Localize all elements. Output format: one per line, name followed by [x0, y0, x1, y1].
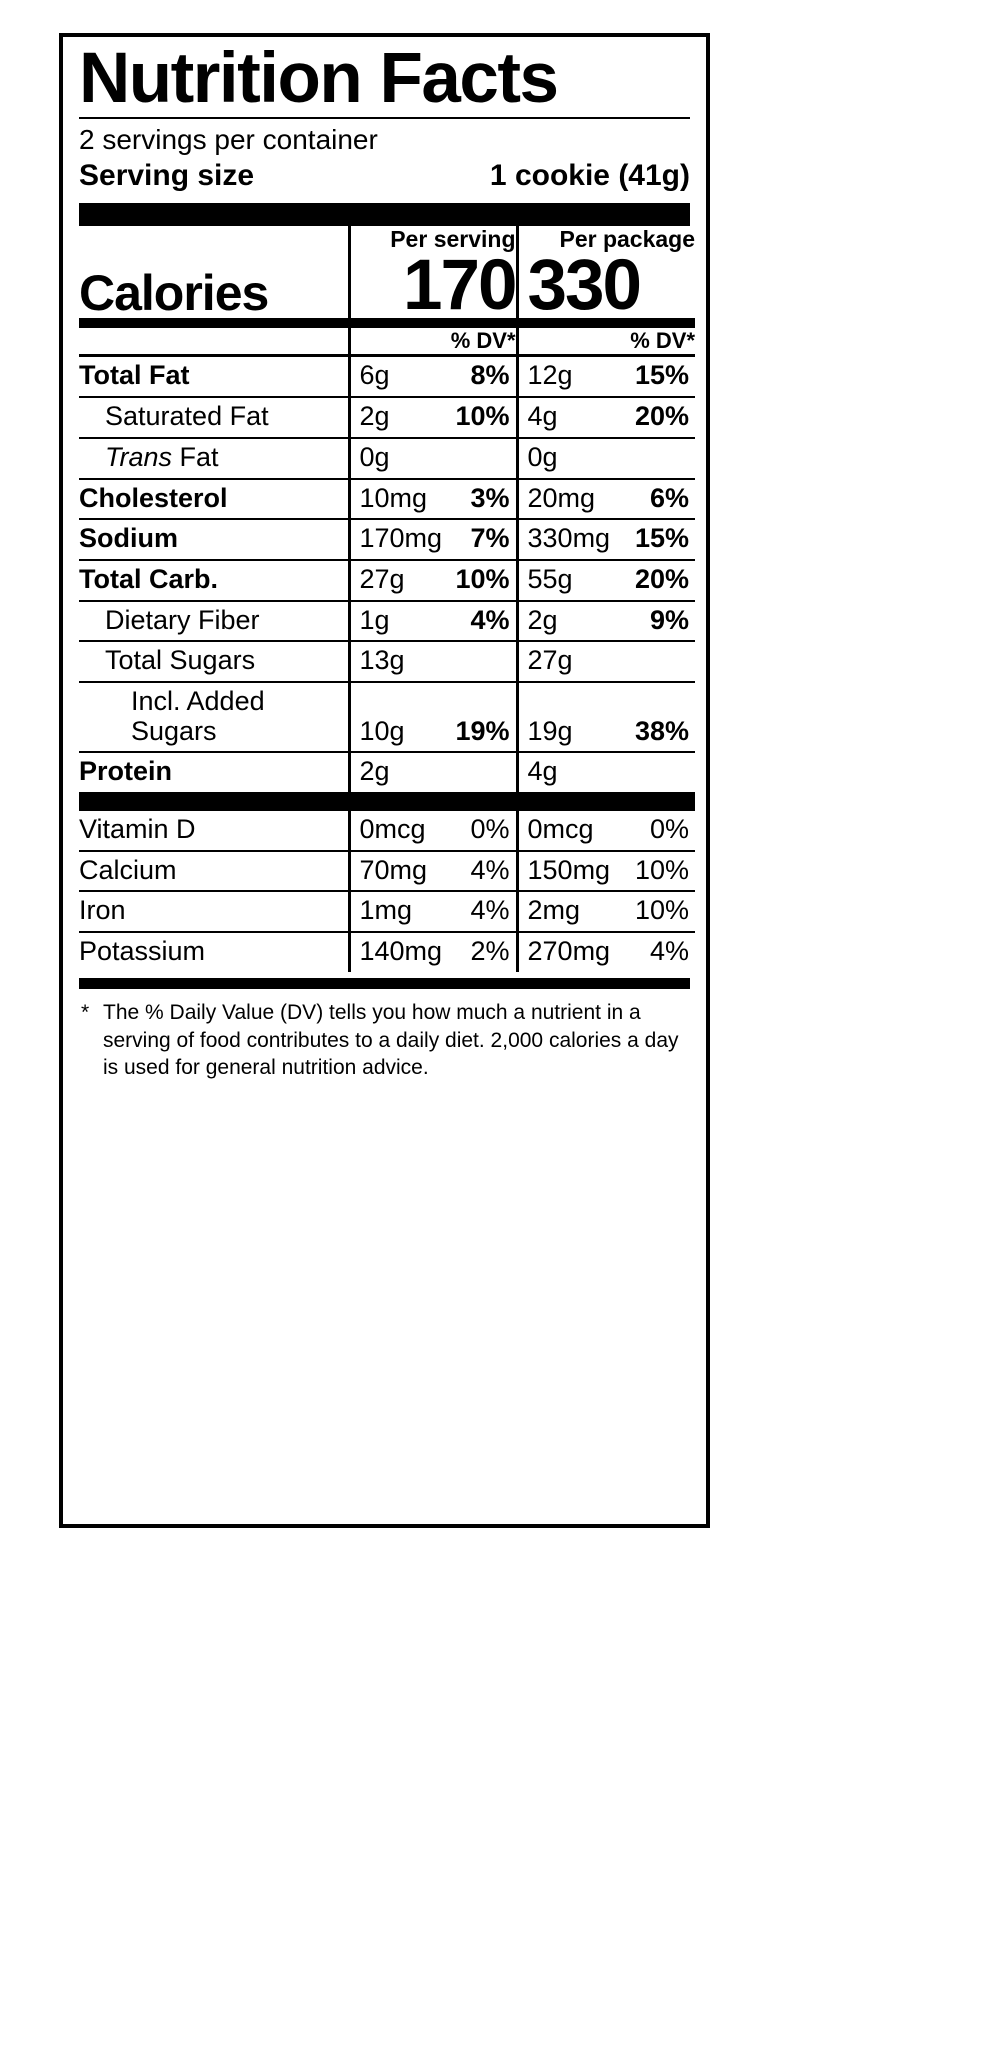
vitamin-amount-serving: 70mg	[349, 851, 437, 892]
footnote	[79, 989, 690, 1082]
vitamin-amount-serving: 0mcg	[349, 810, 437, 851]
nutrient-amount-package: 4g	[517, 752, 615, 792]
nutrient-amount-serving: 6g	[349, 356, 437, 397]
vitamin-name: Vitamin D	[79, 810, 349, 851]
nutrient-amount-package: 2g	[517, 601, 615, 642]
nutrient-amount-package: 55g	[517, 560, 615, 601]
nutrient-name: Sodium	[79, 519, 349, 560]
vitamin-amount-serving: 140mg	[349, 932, 437, 972]
vitamin-dv-package: 10%	[615, 891, 695, 932]
nutrient-dv-serving: 4%	[437, 601, 517, 642]
nutrient-name: Incl. Added Sugars	[79, 682, 349, 752]
column-header-spacer	[79, 226, 349, 253]
vitamin-amount-package: 0mcg	[517, 810, 615, 851]
dv-header-per-serving: % DV*	[349, 323, 517, 356]
nutrient-dv-package: 20%	[615, 560, 695, 601]
nutrient-dv-serving: 10%	[437, 397, 517, 438]
table-row	[79, 560, 695, 601]
nutrient-dv-package: 6%	[615, 479, 695, 520]
serving-size-row	[79, 157, 690, 195]
nutrient-name: Dietary Fiber	[79, 601, 349, 642]
calories-label: Calories	[79, 253, 349, 323]
nutrient-amount-package: 19g	[517, 682, 615, 752]
table-row	[79, 519, 695, 560]
vitamin-dv-package: 10%	[615, 851, 695, 892]
trans-italic: Trans	[105, 441, 173, 472]
nutrient-dv-package: 9%	[615, 601, 695, 642]
nutrient-dv-package	[615, 752, 695, 792]
nutrient-dv-serving	[437, 438, 517, 479]
table-row	[79, 891, 695, 932]
dv-header-spacer	[79, 323, 349, 356]
nutrient-dv-serving: 19%	[437, 682, 517, 752]
nutrient-dv-serving	[437, 752, 517, 792]
vitamin-dv-serving: 0%	[437, 810, 517, 851]
nutrient-amount-serving: 10g	[349, 682, 437, 752]
serving-size-label: Serving size	[79, 159, 255, 193]
calories-row	[79, 253, 695, 323]
table-row	[79, 932, 695, 972]
vitamin-amount-package: 270mg	[517, 932, 615, 972]
nutrient-dv-package: 15%	[615, 356, 695, 397]
servings-per-container: 2 servings per container	[79, 124, 378, 156]
nutrient-amount-package: 0g	[517, 438, 615, 479]
nutrient-amount-package: 4g	[517, 397, 615, 438]
nutrient-amount-package: 27g	[517, 641, 615, 682]
vitamin-name: Calcium	[79, 851, 349, 892]
nutrition-table	[79, 226, 695, 972]
nutrient-amount-serving: 1g	[349, 601, 437, 642]
thick-divider-middle	[79, 792, 695, 810]
nutrient-name: Trans Fat	[79, 438, 349, 479]
nutrient-name: Total Fat	[79, 356, 349, 397]
nutrient-dv-package: 38%	[615, 682, 695, 752]
nutrient-amount-serving: 13g	[349, 641, 437, 682]
footnote-marker: *	[81, 1000, 90, 1024]
vitamin-dv-serving: 4%	[437, 891, 517, 932]
divider-segment-package	[517, 792, 695, 810]
table-row	[79, 682, 695, 752]
table-row	[79, 479, 695, 520]
vitamin-dv-serving: 2%	[437, 932, 517, 972]
column-header-per-serving: Per serving	[349, 226, 517, 253]
dv-header-per-package: % DV*	[517, 323, 695, 356]
nutrient-dv-serving: 3%	[437, 479, 517, 520]
nutrient-name: Saturated Fat	[79, 397, 349, 438]
nutrient-amount-serving: 2g	[349, 397, 437, 438]
thick-divider-bottom	[79, 978, 690, 989]
nutrient-amount-package: 20mg	[517, 479, 615, 520]
nutrient-dv-serving: 7%	[437, 519, 517, 560]
table-row	[79, 438, 695, 479]
table-row	[79, 601, 695, 642]
vitamin-amount-package: 150mg	[517, 851, 615, 892]
nutrient-amount-serving: 170mg	[349, 519, 437, 560]
vitamin-amount-serving: 1mg	[349, 891, 437, 932]
table-row	[79, 752, 695, 792]
divider-segment-name	[79, 792, 349, 810]
label-title: Nutrition Facts	[79, 39, 558, 118]
vitamin-dv-package: 0%	[615, 810, 695, 851]
nutrient-amount-serving: 10mg	[349, 479, 437, 520]
nutrient-name: Protein	[79, 752, 349, 792]
vitamin-amount-package: 2mg	[517, 891, 615, 932]
vitamin-name: Iron	[79, 891, 349, 932]
nutrition-facts-label	[59, 33, 710, 1528]
calories-per-package: 330	[517, 253, 695, 323]
table-row	[79, 356, 695, 397]
nutrient-name: Cholesterol	[79, 479, 349, 520]
nutrient-dv-serving: 10%	[437, 560, 517, 601]
nutrient-dv-serving	[437, 641, 517, 682]
nutrient-amount-package: 12g	[517, 356, 615, 397]
table-row	[79, 851, 695, 892]
nutrient-amount-serving: 2g	[349, 752, 437, 792]
table-row	[79, 641, 695, 682]
divider-segment-serving	[349, 792, 517, 810]
calories-per-serving: 170	[349, 253, 517, 323]
column-header-per-package: Per package	[517, 226, 695, 253]
nutrient-dv-package	[615, 438, 695, 479]
dv-header-row	[79, 323, 695, 356]
nutrient-name: Total Carb.	[79, 560, 349, 601]
table-row	[79, 810, 695, 851]
vitamin-dv-package: 4%	[615, 932, 695, 972]
serving-size-value: 1 cookie (41g)	[489, 159, 690, 193]
nutrient-name: Total Sugars	[79, 641, 349, 682]
nutrient-dv-serving: 8%	[437, 356, 517, 397]
table-row	[79, 397, 695, 438]
nutrient-amount-package: 330mg	[517, 519, 615, 560]
nutrient-amount-serving: 0g	[349, 438, 437, 479]
nutrient-dv-package	[615, 641, 695, 682]
nutrient-dv-package: 15%	[615, 519, 695, 560]
nutrient-dv-package: 20%	[615, 397, 695, 438]
nutrient-amount-serving: 27g	[349, 560, 437, 601]
footnote-text: The % Daily Value (DV) tells you how much a nutrient in a serving of food contributes to a daily diet. 2,000 calories a day is used for general nutrition advice.	[103, 1000, 679, 1080]
vitamin-name: Potassium	[79, 932, 349, 972]
vitamin-dv-serving: 4%	[437, 851, 517, 892]
thick-divider-top	[79, 203, 690, 226]
